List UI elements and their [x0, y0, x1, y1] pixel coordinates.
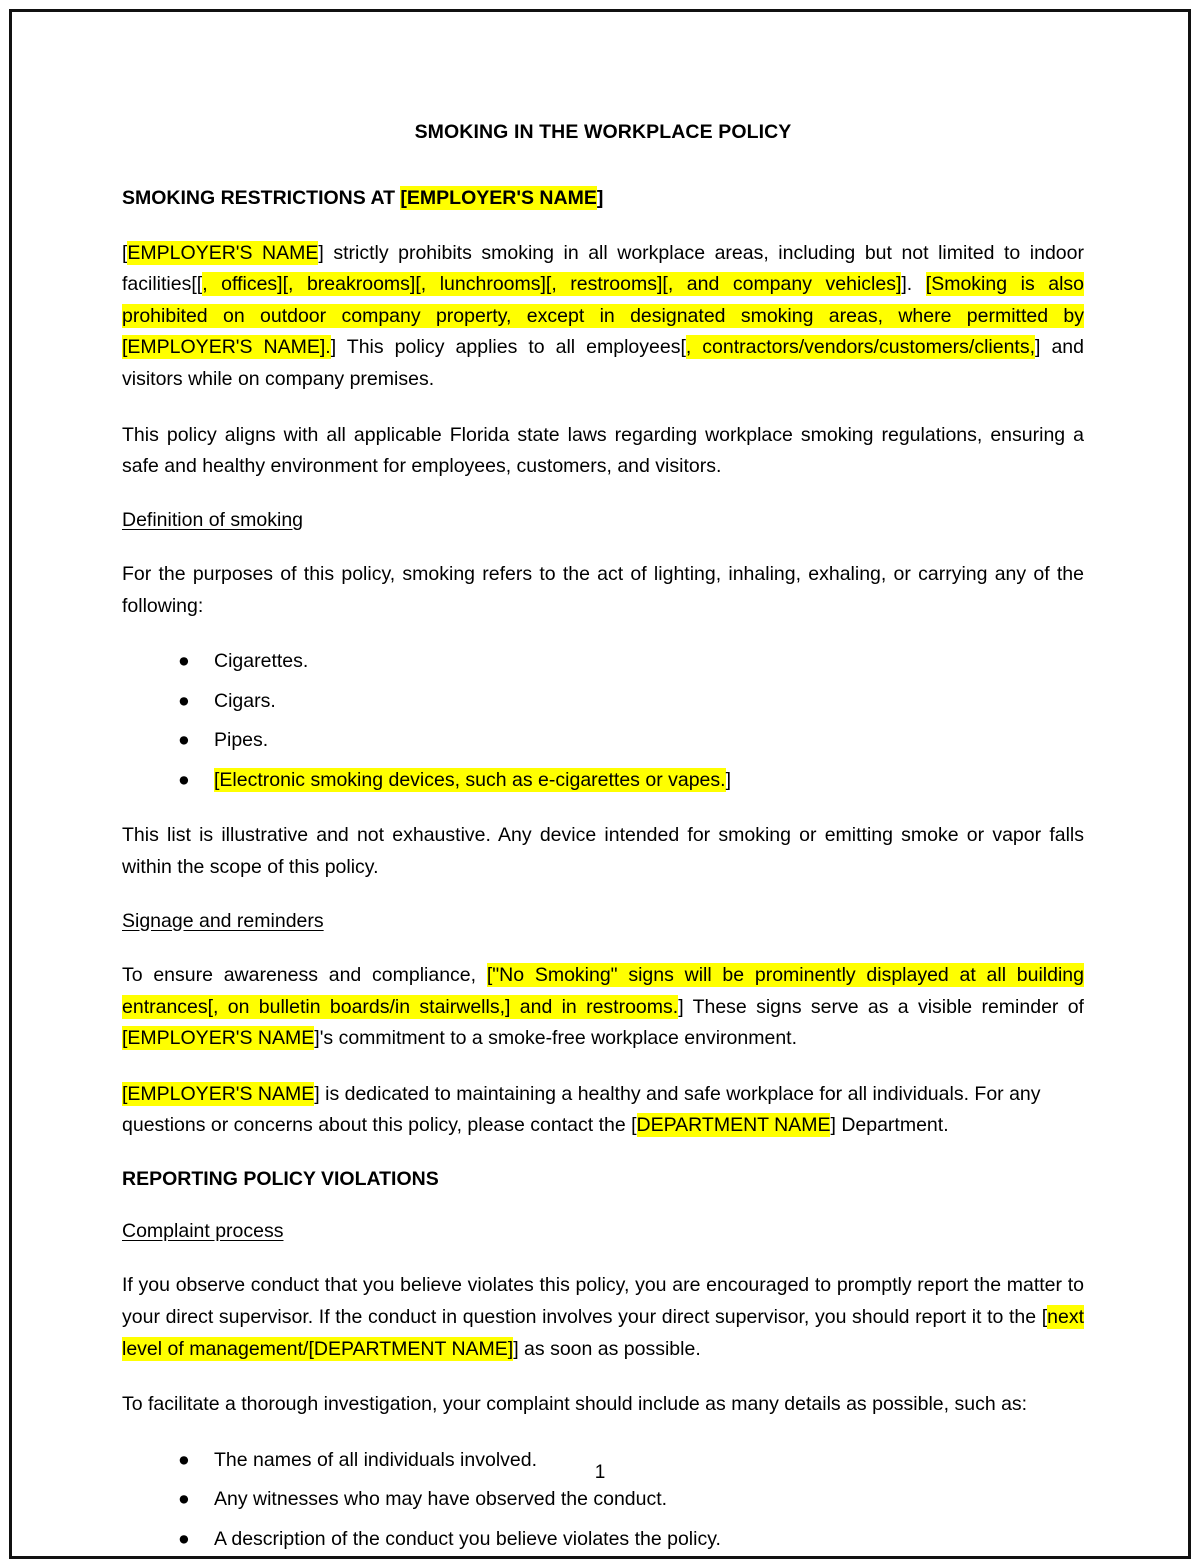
document-page-frame [9, 9, 1191, 1559]
paragraph-smoking-prohibition [122, 238, 1084, 396]
bullet-icon: ● [178, 1448, 190, 1471]
subheading-complaint-label: Complaint process [122, 1220, 284, 1243]
par1-highlight-facility-list: , offices][, breakrooms][, lunchrooms][, restrooms][, and company vehicles] [202, 273, 902, 296]
paragraph-florida-compliance: This policy aligns with all applicable Florida state laws regarding workplace smoking regulations, ensuring a safe and healthy environment for employees, customers, and visitors. [122, 423, 1084, 478]
par1-highlight-employer-name: EMPLOYER'S NAME [127, 241, 319, 264]
list-item-label: Pipes. [214, 729, 269, 752]
paragraph-signage [122, 960, 1084, 1055]
list-item-label: Any witnesses who may have observed the conduct. [214, 1488, 668, 1511]
complaint-highlight-next-level-management: next level of management/[DEPARTMENT NAME] [122, 1306, 1084, 1360]
paragraph-complaint-details-intro: To facilitate a thorough investigation, your complaint should include as many details as possible, such as: [122, 1393, 1028, 1416]
heading-prefix-text: SMOKING RESTRICTIONS AT [122, 187, 401, 210]
subheading-signage-label: Signage and reminders [122, 909, 324, 932]
signage-text-3: ]'s commitment to a smoke-free workplace environment. [314, 1027, 798, 1050]
subheading-signage-and-reminders [122, 908, 1084, 934]
list-item-label: Cigarettes. [214, 650, 309, 673]
subheading-complaint-process [122, 1218, 1084, 1244]
par1-text-5: ] and visitors while on company premises. [122, 336, 1085, 390]
list-item [168, 646, 1084, 678]
paragraph-list-not-exhaustive: This list is illustrative and not exhaustive. Any device intended for smoking or emitting smoke or vapor falls within the scope of this policy. [122, 824, 1084, 879]
complaint-text-2: ] as soon as possible. [513, 1337, 701, 1360]
signage-highlight-employer-name: [EMPLOYER'S NAME [122, 1027, 315, 1050]
list-item-highlight-electronic-devices: [Electronic smoking devices, such as e-cigarettes or vapes. [214, 768, 726, 791]
paragraph-commitment-contact [122, 1079, 1084, 1142]
list-item-label: Cigars. [214, 689, 276, 712]
heading-employer-name-highlight: [EMPLOYER'S NAME [400, 187, 597, 210]
page-number: 1 [594, 1462, 606, 1483]
subheading-definition-label: Definition of smoking [122, 508, 304, 531]
bullet-icon: ● [178, 650, 190, 673]
par1-highlight-contractors: , contractors/vendors/customers/clients, [685, 336, 1036, 359]
list-item [168, 1524, 1084, 1556]
par1-text-1: [ [122, 241, 128, 264]
contact-text-1: ] is dedicated to maintaining a healthy and safe workplace for all individuals. For any questions or concerns about this policy, please contact the [ [122, 1082, 1041, 1137]
signage-text-1: To ensure awareness and compliance, [122, 963, 487, 986]
par1-text-3: ]. [901, 273, 926, 296]
bullet-icon: ● [178, 1488, 190, 1511]
signage-text-2: ] These signs serve as a visible reminder of [678, 995, 1084, 1018]
signage-highlight-no-smoking-signs: ["No Smoking" signs will be prominently displayed at all building entrances[, on bulletin boards/in stairwells,] and in restrooms. [122, 963, 1084, 1018]
list-item-label: A description of the conduct you believe violates the policy. [214, 1527, 721, 1550]
heading-smoking-restrictions [122, 185, 1084, 211]
list-item-label: The names of all individuals involved. [214, 1448, 538, 1471]
list-smoking-definitions [122, 646, 1084, 796]
list-item [168, 686, 1084, 718]
list-item [168, 765, 1084, 797]
list-item [168, 725, 1084, 757]
page-title: SMOKING IN THE WORKPLACE POLICY [414, 121, 792, 143]
bullet-icon: ● [178, 1527, 190, 1550]
paragraph-definition-intro: For the purposes of this policy, smoking refers to the act of lighting, inhaling, exhaling, or carrying any of the following: [122, 563, 1084, 617]
list-item-suffix: ] [725, 768, 731, 791]
paragraph-complaint-reporting [122, 1270, 1084, 1365]
complaint-text-1: If you observe conduct that you believe violates this policy, you are encouraged to promptly report the matter to your direct supervisor. If the conduct in question involves your direct supervisor, you should report it to the [ [122, 1274, 1084, 1329]
heading-reporting-policy-violations: REPORTING POLICY VIOLATIONS [122, 1167, 439, 1190]
bullet-icon: ● [178, 689, 190, 712]
heading-suffix-text: ] [596, 187, 604, 210]
document-page [12, 12, 1188, 1556]
bullet-icon: ● [178, 768, 190, 791]
contact-highlight-department-name: DEPARTMENT NAME [636, 1114, 831, 1137]
par1-highlight-outdoor-clause: [Smoking is also prohibited on outdoor company property, except in designated smoking areas, where permitted by [EMPLOYER'S NAME]. [122, 273, 1084, 359]
bullet-icon: ● [178, 729, 190, 752]
contact-text-2: ] Department. [830, 1114, 949, 1137]
subheading-definition-of-smoking [122, 507, 1084, 533]
contact-highlight-employer-name: [EMPLOYER'S NAME [122, 1082, 315, 1105]
list-item [168, 1484, 1084, 1516]
par1-text-2: ] strictly prohibits smoking in all workplace areas, including but not limited to indoor facilities[[ [122, 241, 1084, 296]
par1-text-4: ] This policy applies to all employees[ [330, 336, 686, 359]
